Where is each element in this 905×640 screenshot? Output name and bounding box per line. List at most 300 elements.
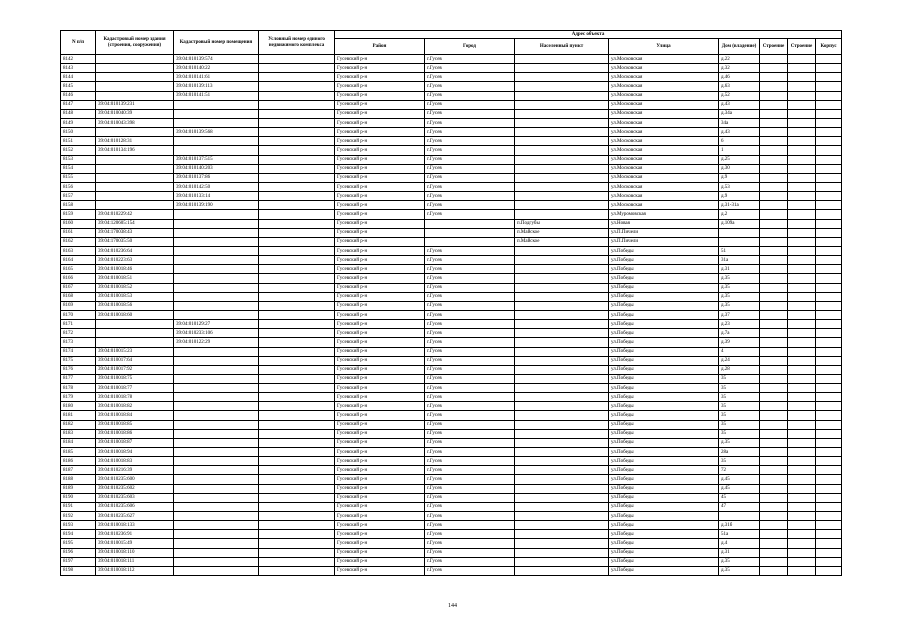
cell-building bbox=[760, 347, 788, 356]
table-row bbox=[61, 137, 842, 146]
cell-street: ул.Победы bbox=[609, 301, 719, 310]
cell-street: ул.Новая bbox=[609, 219, 719, 228]
cell-street: ул.П.Пичели bbox=[609, 237, 719, 246]
cell-settlement bbox=[515, 182, 609, 191]
cell-street: ул.Победы bbox=[609, 356, 719, 365]
cell-city: г.Гусев bbox=[425, 484, 515, 493]
cell-street: ул.Победы bbox=[609, 493, 719, 502]
table-row bbox=[61, 64, 842, 73]
cell-room-cadastral bbox=[174, 548, 259, 557]
cell-korpus bbox=[816, 274, 842, 283]
cell-room-cadastral: 39:04:010129:27 bbox=[174, 320, 259, 329]
cell-settlement bbox=[515, 55, 609, 64]
cell-structure bbox=[788, 320, 816, 329]
cell-settlement bbox=[515, 283, 609, 292]
table-row bbox=[61, 265, 842, 274]
cell-street: ул.Московская bbox=[609, 155, 719, 164]
cell-korpus bbox=[816, 292, 842, 301]
cell-settlement bbox=[515, 118, 609, 127]
cell-street: ул.Победы bbox=[609, 448, 719, 457]
cell-city: г.Гусев bbox=[425, 521, 515, 530]
cell-building-cadastral: 39:04:010018:51 bbox=[96, 274, 174, 283]
cell-num: 8170 bbox=[61, 310, 96, 319]
cell-settlement bbox=[515, 438, 609, 447]
cell-district: Гусевский р-н bbox=[335, 329, 425, 338]
cell-city: г.Гусев bbox=[425, 502, 515, 511]
cell-structure bbox=[788, 512, 816, 521]
cell-district: Гусевский р-н bbox=[335, 566, 425, 575]
cell-building bbox=[760, 164, 788, 173]
cell-korpus bbox=[816, 539, 842, 548]
cell-building-cadastral bbox=[96, 320, 174, 329]
cell-structure bbox=[788, 292, 816, 301]
cell-district: Гусевский р-н bbox=[335, 201, 425, 210]
cell-city: г.Гусев bbox=[425, 466, 515, 475]
cell-korpus bbox=[816, 557, 842, 566]
cell-settlement bbox=[515, 292, 609, 301]
cell-korpus bbox=[816, 484, 842, 493]
cell-complex bbox=[259, 146, 335, 155]
cell-building-cadastral: 39:04:010018:133 bbox=[96, 521, 174, 530]
cell-korpus bbox=[816, 128, 842, 137]
cell-num: 8151 bbox=[61, 137, 96, 146]
cell-district: Гусевский р-н bbox=[335, 237, 425, 246]
cell-settlement bbox=[515, 301, 609, 310]
cell-room-cadastral: 39:04:010140:22 bbox=[174, 64, 259, 73]
cell-settlement bbox=[515, 557, 609, 566]
cell-building bbox=[760, 466, 788, 475]
cell-structure bbox=[788, 301, 816, 310]
cell-korpus bbox=[816, 82, 842, 91]
cell-num: 8198 bbox=[61, 566, 96, 575]
cell-complex bbox=[259, 566, 335, 575]
cell-building bbox=[760, 548, 788, 557]
cell-settlement bbox=[515, 246, 609, 255]
cell-room-cadastral bbox=[174, 283, 259, 292]
cell-korpus bbox=[816, 320, 842, 329]
cell-num: 8182 bbox=[61, 420, 96, 429]
cell-city: г.Гусев bbox=[425, 146, 515, 155]
cell-city: г.Гусев bbox=[425, 310, 515, 319]
cell-building-cadastral bbox=[96, 164, 174, 173]
cell-street: ул.Победы bbox=[609, 265, 719, 274]
cell-korpus bbox=[816, 164, 842, 173]
cell-korpus bbox=[816, 301, 842, 310]
cell-building-cadastral: 39:04:010235:602 bbox=[96, 484, 174, 493]
cell-city: г.Гусев bbox=[425, 64, 515, 73]
cell-building-cadastral: 39:04:010229:42 bbox=[96, 210, 174, 219]
cell-city: г.Гусев bbox=[425, 347, 515, 356]
cell-building-cadastral: 39:04:010236:64 bbox=[96, 246, 174, 255]
table-row bbox=[61, 484, 842, 493]
cell-num: 8152 bbox=[61, 146, 96, 155]
cell-settlement bbox=[515, 493, 609, 502]
cell-structure bbox=[788, 91, 816, 100]
cell-building-cadastral bbox=[96, 128, 174, 137]
cell-building bbox=[760, 91, 788, 100]
cell-complex bbox=[259, 164, 335, 173]
cell-complex bbox=[259, 91, 335, 100]
cell-settlement bbox=[515, 109, 609, 118]
cell-settlement: п.Майское bbox=[515, 237, 609, 246]
cell-house bbox=[719, 237, 760, 246]
cell-building bbox=[760, 530, 788, 539]
table-row bbox=[61, 246, 842, 255]
cell-num: 8147 bbox=[61, 100, 96, 109]
cell-complex bbox=[259, 448, 335, 457]
table-row bbox=[61, 448, 842, 457]
cell-street: ул.Победы bbox=[609, 402, 719, 411]
cell-korpus bbox=[816, 118, 842, 127]
cell-korpus bbox=[816, 329, 842, 338]
cell-structure bbox=[788, 521, 816, 530]
cell-room-cadastral bbox=[174, 484, 259, 493]
cell-city: г.Гусев bbox=[425, 173, 515, 182]
cell-building bbox=[760, 457, 788, 466]
table-row bbox=[61, 338, 842, 347]
table-row bbox=[61, 566, 842, 575]
cell-room-cadastral bbox=[174, 356, 259, 365]
cell-city: г.Гусев bbox=[425, 55, 515, 64]
cell-structure bbox=[788, 274, 816, 283]
cell-district: Гусевский р-н bbox=[335, 502, 425, 511]
cell-street: ул.Победы bbox=[609, 557, 719, 566]
cell-house: д.34а bbox=[719, 109, 760, 118]
cell-building bbox=[760, 118, 788, 127]
cell-city: г.Гусев bbox=[425, 493, 515, 502]
cell-complex bbox=[259, 182, 335, 191]
table-row bbox=[61, 310, 842, 319]
cell-building bbox=[760, 493, 788, 502]
cell-house bbox=[719, 228, 760, 237]
cell-house: 35 bbox=[719, 429, 760, 438]
cell-building bbox=[760, 402, 788, 411]
cell-city: г.Гусев bbox=[425, 539, 515, 548]
table-row bbox=[61, 438, 842, 447]
cell-structure bbox=[788, 73, 816, 82]
cell-district: Гусевский р-н bbox=[335, 310, 425, 319]
cell-settlement bbox=[515, 457, 609, 466]
cell-city: г.Гусев bbox=[425, 137, 515, 146]
cell-settlement bbox=[515, 475, 609, 484]
cell-street: ул.Победы bbox=[609, 310, 719, 319]
table-row bbox=[61, 521, 842, 530]
cell-building-cadastral: 39:04:170035:50 bbox=[96, 237, 174, 246]
cell-complex bbox=[259, 484, 335, 493]
cell-building bbox=[760, 283, 788, 292]
cell-building-cadastral: 39:04:010015:23 bbox=[96, 347, 174, 356]
cell-num: 8162 bbox=[61, 237, 96, 246]
table-row bbox=[61, 429, 842, 438]
table-row bbox=[61, 292, 842, 301]
cell-district: Гусевский р-н bbox=[335, 420, 425, 429]
table-row bbox=[61, 210, 842, 219]
cell-district: Гусевский р-н bbox=[335, 557, 425, 566]
cell-complex bbox=[259, 128, 335, 137]
cell-complex bbox=[259, 73, 335, 82]
cell-building-cadastral: 39:04:010017:92 bbox=[96, 365, 174, 374]
cell-room-cadastral bbox=[174, 457, 259, 466]
cell-num: 8160 bbox=[61, 219, 96, 228]
cell-building-cadastral: 39:04:010018:46 bbox=[96, 265, 174, 274]
table-row bbox=[61, 164, 842, 173]
cell-district: Гусевский р-н bbox=[335, 338, 425, 347]
cell-city: г.Гусев bbox=[425, 118, 515, 127]
cell-num: 8192 bbox=[61, 512, 96, 521]
cell-city: г.Гусев bbox=[425, 384, 515, 393]
cell-room-cadastral bbox=[174, 365, 259, 374]
table-row bbox=[61, 374, 842, 383]
cell-settlement bbox=[515, 192, 609, 201]
table-row bbox=[61, 109, 842, 118]
cell-num: 8148 bbox=[61, 109, 96, 118]
cell-korpus bbox=[816, 530, 842, 539]
cell-structure bbox=[788, 219, 816, 228]
cell-korpus bbox=[816, 512, 842, 521]
cell-num: 8195 bbox=[61, 539, 96, 548]
cell-num: 8164 bbox=[61, 256, 96, 265]
cell-district: Гусевский р-н bbox=[335, 530, 425, 539]
cell-street: ул.Московская bbox=[609, 91, 719, 100]
cell-building bbox=[760, 146, 788, 155]
cell-structure bbox=[788, 466, 816, 475]
cell-room-cadastral bbox=[174, 512, 259, 521]
cell-structure bbox=[788, 55, 816, 64]
cell-building bbox=[760, 301, 788, 310]
cell-korpus bbox=[816, 146, 842, 155]
cell-building bbox=[760, 256, 788, 265]
cell-settlement bbox=[515, 210, 609, 219]
cell-district: Гусевский р-н bbox=[335, 347, 425, 356]
cell-complex bbox=[259, 228, 335, 237]
cell-district: Гусевский р-н bbox=[335, 73, 425, 82]
cell-house: 45 bbox=[719, 493, 760, 502]
cell-city: г.Гусев bbox=[425, 475, 515, 484]
cell-complex bbox=[259, 173, 335, 182]
cell-district: Гусевский р-н bbox=[335, 493, 425, 502]
cell-settlement bbox=[515, 265, 609, 274]
cell-district: Гусевский р-н bbox=[335, 137, 425, 146]
cell-building bbox=[760, 201, 788, 210]
cell-building bbox=[760, 64, 788, 73]
cell-house: 28а bbox=[719, 448, 760, 457]
cell-korpus bbox=[816, 438, 842, 447]
cell-structure bbox=[788, 128, 816, 137]
cell-city: г.Гусев bbox=[425, 82, 515, 91]
cell-building bbox=[760, 246, 788, 255]
cell-building-cadastral: 39:04:010216:39 bbox=[96, 466, 174, 475]
cell-house: 35 bbox=[719, 384, 760, 393]
cell-building-cadastral: 39:04:010134:196 bbox=[96, 146, 174, 155]
cell-num: 8196 bbox=[61, 548, 96, 557]
cell-structure bbox=[788, 283, 816, 292]
cell-street: ул.Московская bbox=[609, 100, 719, 109]
cell-korpus bbox=[816, 411, 842, 420]
cell-house: д.30 bbox=[719, 164, 760, 173]
cell-structure bbox=[788, 356, 816, 365]
cell-city: г.Гусев bbox=[425, 530, 515, 539]
cell-street: ул.Московская bbox=[609, 55, 719, 64]
cell-korpus bbox=[816, 310, 842, 319]
cell-structure bbox=[788, 329, 816, 338]
cell-settlement bbox=[515, 82, 609, 91]
cell-complex bbox=[259, 118, 335, 127]
cell-complex bbox=[259, 55, 335, 64]
cell-street: ул.Победы bbox=[609, 502, 719, 511]
table-row bbox=[61, 228, 842, 237]
cell-house: 6 bbox=[719, 137, 760, 146]
cell-korpus bbox=[816, 100, 842, 109]
cell-settlement bbox=[515, 173, 609, 182]
cell-structure bbox=[788, 374, 816, 383]
cell-district: Гусевский р-н bbox=[335, 265, 425, 274]
cell-structure bbox=[788, 256, 816, 265]
cell-house: 51 bbox=[719, 246, 760, 255]
cell-building-cadastral: 39:04:010018:52 bbox=[96, 283, 174, 292]
cell-city: г.Гусев bbox=[425, 91, 515, 100]
cell-room-cadastral: 39:04:010141:51 bbox=[174, 91, 259, 100]
cell-settlement bbox=[515, 73, 609, 82]
cell-city: г.Гусев bbox=[425, 365, 515, 374]
cell-district: Гусевский р-н bbox=[335, 320, 425, 329]
cell-complex bbox=[259, 347, 335, 356]
cell-building-cadastral: 39:04:170038:43 bbox=[96, 228, 174, 237]
cell-house: д.4 bbox=[719, 539, 760, 548]
table-row bbox=[61, 557, 842, 566]
cell-building-cadastral bbox=[96, 73, 174, 82]
cell-city: г.Гусев bbox=[425, 457, 515, 466]
cell-district: Гусевский р-н bbox=[335, 192, 425, 201]
cell-building-cadastral: 39:04:010235:600 bbox=[96, 475, 174, 484]
cell-complex bbox=[259, 329, 335, 338]
cell-house: д.35 bbox=[719, 283, 760, 292]
cell-building bbox=[760, 484, 788, 493]
cell-settlement bbox=[515, 448, 609, 457]
cell-korpus bbox=[816, 448, 842, 457]
cell-building-cadastral: 39:04:010018:110 bbox=[96, 548, 174, 557]
cell-structure bbox=[788, 100, 816, 109]
cell-structure bbox=[788, 548, 816, 557]
cell-building bbox=[760, 274, 788, 283]
cell-korpus bbox=[816, 493, 842, 502]
cell-building bbox=[760, 219, 788, 228]
cell-district: Гусевский р-н bbox=[335, 393, 425, 402]
col-num-header: N п/п bbox=[61, 31, 96, 55]
cell-complex bbox=[259, 137, 335, 146]
table-row bbox=[61, 356, 842, 365]
cell-district: Гусевский р-н bbox=[335, 100, 425, 109]
cell-building bbox=[760, 521, 788, 530]
cell-street: ул.Победы bbox=[609, 521, 719, 530]
cell-district: Гусевский р-н bbox=[335, 146, 425, 155]
cell-house: 35 bbox=[719, 374, 760, 383]
table-row bbox=[61, 82, 842, 91]
cell-house: д.35 bbox=[719, 274, 760, 283]
cell-room-cadastral bbox=[174, 438, 259, 447]
cell-building-cadastral: 39:04:010018:75 bbox=[96, 374, 174, 383]
cell-building bbox=[760, 320, 788, 329]
cell-complex bbox=[259, 384, 335, 393]
cell-complex bbox=[259, 365, 335, 374]
cell-settlement bbox=[515, 566, 609, 575]
cell-settlement bbox=[515, 155, 609, 164]
cell-building bbox=[760, 512, 788, 521]
cell-street: ул.Московская bbox=[609, 164, 719, 173]
cell-city: г.Гусев bbox=[425, 210, 515, 219]
cell-city: г.Гусев bbox=[425, 548, 515, 557]
cell-city: г.Гусев bbox=[425, 338, 515, 347]
cell-num: 8186 bbox=[61, 457, 96, 466]
cell-complex bbox=[259, 521, 335, 530]
table-body bbox=[61, 55, 842, 576]
table-row bbox=[61, 256, 842, 265]
cell-street: ул.Победы bbox=[609, 484, 719, 493]
cell-complex bbox=[259, 283, 335, 292]
cell-complex bbox=[259, 100, 335, 109]
cell-settlement bbox=[515, 466, 609, 475]
col-street-header: Улица bbox=[609, 39, 719, 55]
cell-building bbox=[760, 329, 788, 338]
cell-building-cadastral bbox=[96, 155, 174, 164]
cell-complex bbox=[259, 192, 335, 201]
col-korpus-header: Корпус bbox=[816, 39, 842, 55]
cell-building bbox=[760, 210, 788, 219]
table-row bbox=[61, 548, 842, 557]
cell-num: 8197 bbox=[61, 557, 96, 566]
cell-settlement bbox=[515, 374, 609, 383]
table-row bbox=[61, 393, 842, 402]
col-structure-header: Строение bbox=[788, 39, 816, 55]
cell-room-cadastral bbox=[174, 137, 259, 146]
cell-num: 8153 bbox=[61, 155, 96, 164]
table-row bbox=[61, 411, 842, 420]
table-row bbox=[61, 320, 842, 329]
cell-district: Гусевский р-н bbox=[335, 521, 425, 530]
cell-district: Гусевский р-н bbox=[335, 411, 425, 420]
cell-room-cadastral: 39:04:010137:515 bbox=[174, 155, 259, 164]
cell-house: д.35 bbox=[719, 557, 760, 566]
cell-num: 8142 bbox=[61, 55, 96, 64]
cell-settlement bbox=[515, 100, 609, 109]
cell-num: 8146 bbox=[61, 91, 96, 100]
cell-district: Гусевский р-н bbox=[335, 64, 425, 73]
cell-room-cadastral bbox=[174, 118, 259, 127]
cell-district: Гусевский р-н bbox=[335, 448, 425, 457]
table-row bbox=[61, 301, 842, 310]
cell-building bbox=[760, 429, 788, 438]
col-settlement-header: Населенный пункт bbox=[515, 39, 609, 55]
cell-num: 8184 bbox=[61, 438, 96, 447]
cell-building-cadastral bbox=[96, 182, 174, 191]
cell-building-cadastral bbox=[96, 64, 174, 73]
cell-korpus bbox=[816, 137, 842, 146]
cell-structure bbox=[788, 420, 816, 429]
cell-house bbox=[719, 512, 760, 521]
cell-korpus bbox=[816, 182, 842, 191]
cell-korpus bbox=[816, 246, 842, 255]
cell-num: 8156 bbox=[61, 182, 96, 191]
cell-room-cadastral bbox=[174, 521, 259, 530]
cell-house: 35 bbox=[719, 411, 760, 420]
cell-num: 8144 bbox=[61, 73, 96, 82]
cell-korpus bbox=[816, 237, 842, 246]
cell-structure bbox=[788, 566, 816, 575]
cell-district: Гусевский р-н bbox=[335, 301, 425, 310]
cell-num: 8159 bbox=[61, 210, 96, 219]
cell-street: ул.Московская bbox=[609, 128, 719, 137]
cell-room-cadastral: 39:04:010141:61 bbox=[174, 73, 259, 82]
cell-city: г.Гусев bbox=[425, 256, 515, 265]
